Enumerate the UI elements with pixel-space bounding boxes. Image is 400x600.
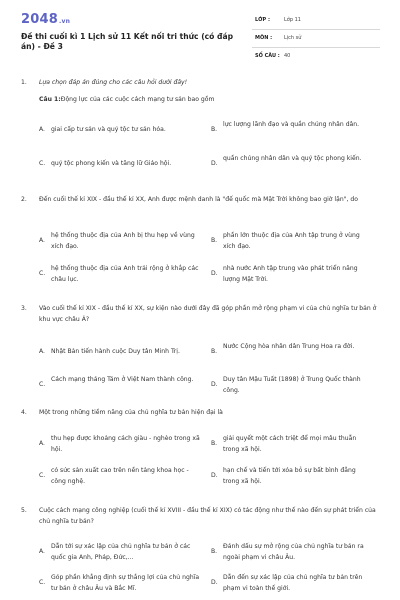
option-letter: B. xyxy=(211,237,218,244)
option-text: Cách mạng tháng Tám ở Việt Nam thành công. xyxy=(51,376,194,383)
option-letter: D. xyxy=(211,381,218,388)
option-text: giai cấp tư sản và quý tộc tư sản hóa. xyxy=(51,126,166,133)
option-text: phần lớn thuộc địa của Anh tập trung ở vùng xích đạo. xyxy=(223,232,360,250)
option-text: quý tộc phong kiến và tăng lữ Giáo hội. xyxy=(51,160,172,167)
page-header xyxy=(0,0,400,66)
info-row-count xyxy=(252,48,380,65)
logo-suffix: .vn xyxy=(58,18,71,25)
option-text: hệ thống thuộc địa của Anh trải rộng ở khắp các châu lục. xyxy=(51,265,199,283)
question-text: Vào cuối thế kỉ XIX - đầu thế kỉ XX, sự kiện nào dưới đây đã góp phần mở rộng phạm vi của chủ nghĩa tư bản ở khu vực châu Á? xyxy=(39,305,377,323)
option-letter: D. xyxy=(211,472,218,479)
sub-question-label: Câu 1: xyxy=(39,96,61,103)
option-letter: D. xyxy=(211,160,218,167)
option-letter: D. xyxy=(211,579,218,586)
option-text: hệ thống thuộc địa của Anh bị thu hẹp về vùng xích đạo. xyxy=(51,232,195,250)
option-letter: A. xyxy=(39,348,45,355)
option-text: Nhật Bản tiến hành cuộc Duy tân Minh Trị. xyxy=(51,348,180,355)
option-letter: C. xyxy=(39,579,46,586)
option-letter: A. xyxy=(39,237,45,244)
question-text: Cuộc cách mạng công nghiệp (cuối thế kỉ XVIII - đầu thế kỉ XIX) có tác động như thế nào đến sự phát triển của chủ nghĩa tư bản? xyxy=(39,507,376,525)
site-logo[interactable] xyxy=(21,12,70,27)
page-title: Đề thi cuối kì 1 Lịch sử 11 Kết nối tri thức (có đáp án) - Đề 3 xyxy=(21,32,234,51)
option-letter: C. xyxy=(39,270,46,277)
option-text: Duy tân Mậu Tuất (1898) ở Trung Quốc thành công. xyxy=(223,376,361,394)
info-value: Lớp 11 xyxy=(284,17,301,23)
option-letter: D. xyxy=(211,270,218,277)
sub-question-text: Động lực của các cuộc cách mạng tư sản bao gồm xyxy=(60,96,215,103)
option-letter: A. xyxy=(39,548,45,555)
question-text: Một trong những tiềm năng của chủ nghĩa tư bản hiện đại là xyxy=(39,409,223,416)
info-label: MÔN : xyxy=(255,35,273,41)
option-text: quần chúng nhân dân và quý tộc phong kiến. xyxy=(223,155,362,162)
info-value: 40 xyxy=(284,53,291,59)
option-text: Dẫn đến sự xác lập của chủ nghĩa tư bản trên phạm vi toàn thế giới. xyxy=(223,574,363,592)
info-row-subject xyxy=(252,30,380,48)
option-text: thu hẹp được khoảng cách giàu - nghèo trong xã hội. xyxy=(51,435,200,453)
option-text: Đánh dấu sự mở rộng của chủ nghĩa tư bản ra ngoài phạm vi châu Âu. xyxy=(223,543,364,561)
option-letter: B. xyxy=(211,348,218,355)
option-letter: C. xyxy=(39,160,46,167)
logo-text: 2048 xyxy=(21,12,58,27)
option-text: hạn chế và tiến tới xóa bỏ sự bất bình đẳng trong xã hội. xyxy=(223,467,356,485)
question-number: 2. xyxy=(21,196,27,203)
sub-question xyxy=(39,95,379,106)
question-number: 3. xyxy=(21,305,27,312)
info-value: Lịch sử xyxy=(284,35,302,41)
option-letter: B. xyxy=(211,548,218,555)
option-letter: A. xyxy=(39,126,45,133)
option-text: Góp phần khẳng định sự thắng lợi của chủ nghĩa tư bản ở châu Âu và Bắc Mĩ. xyxy=(51,574,200,592)
option-text: nhà nước Anh tập trung vào phát triển năng lượng Mặt Trời. xyxy=(223,265,358,283)
info-row-class xyxy=(252,12,380,30)
option-text: giải quyết một cách triệt để mọi mâu thuẫn trong xã hội. xyxy=(223,435,357,453)
option-text: Nước Cộng hòa nhân dân Trung Hoa ra đời. xyxy=(223,343,355,350)
question-number: 4. xyxy=(21,409,27,416)
question-number: 5. xyxy=(21,507,27,514)
question-number: 1. xyxy=(21,79,27,86)
option-letter: B. xyxy=(211,126,218,133)
option-letter: C. xyxy=(39,381,46,388)
option-text: có sức sản xuất cao trên nền tảng khoa học - công nghệ. xyxy=(51,467,189,485)
info-label: LỚP : xyxy=(255,17,270,23)
option-text: Dẫn tới sự xác lập của chủ nghĩa tư bản ở các quốc gia Anh, Pháp, Đức,... xyxy=(51,543,191,561)
question-text: Đến cuối thế kỉ XIX - đầu thế kỉ XX, Anh được mệnh danh là "đế quốc mà Mặt Trời không bao giờ lặn", do xyxy=(39,196,358,203)
option-letter: C. xyxy=(39,472,46,479)
exam-info-panel xyxy=(252,12,380,65)
info-label: SỐ CÂU : xyxy=(255,53,280,59)
option-letter: B. xyxy=(211,440,218,447)
instruction-text: Lựa chọn đáp án đúng cho các câu hỏi dưới đây! xyxy=(39,79,188,86)
option-text: lực lượng lãnh đạo và quần chúng nhân dân. xyxy=(223,121,360,128)
option-letter: A. xyxy=(39,440,45,447)
